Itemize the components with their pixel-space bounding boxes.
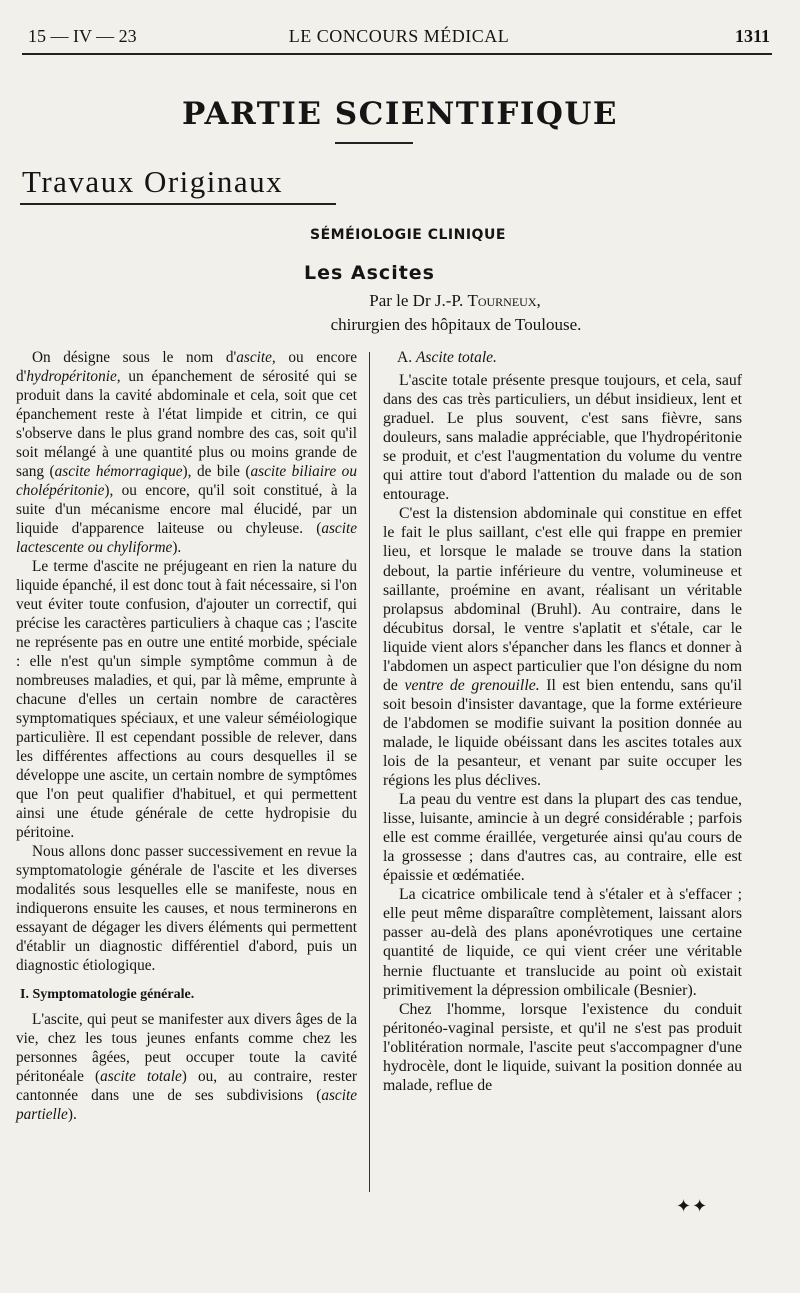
article-kicker: SÉMÉIOLOGIE CLINIQUE <box>310 227 506 243</box>
article-title: Les Ascites <box>304 262 435 284</box>
rubric-title: Travaux Originaux <box>22 164 284 199</box>
paragraph: L'ascite, qui peut se manifester aux divers âges de la vie, chez les tous jeunes enfants comme chez les personnes âgées, peut occuper toute la cavité péritonéale (ascite totale) ou, au contraire, rester cantonnée dans une de ses subdivisions (ascite partielle). <box>16 1011 357 1123</box>
author-name: Tourneux, <box>467 291 541 310</box>
section-title: PARTIE SCIENTIFIQUE <box>181 96 619 132</box>
paragraph: La peau du ventre est dans la plupart des cas tendue, lisse, luisante, amincie à un degré considérable ; parfois elle est comme éraillée, vergeturée ainsi qu'au cours de la grossesse ; dans d'autres cas, au contraire, elle est épaissie et œdématiée. <box>383 791 742 885</box>
running-header <box>28 24 770 50</box>
byline-prefix: Par le Dr J.-P. <box>369 291 464 310</box>
paragraph: Le terme d'ascite ne préjugeant en rien la nature du liquide épanché, il est donc tout à fait nécessaire, si l'on veut éviter toute confusion, d'ajouter un correctif, qui précise les caractères particuliers à chaque cas ; l'ascite ne représente pas en outre une entité morbide, spéciale : elle n'est qu'un simple symptôme commun à de nombreuses maladies, et qui, par là même, emprunte à chacune d'elles un certain nombre de caractères symptomatiques spéciaux, et une valeur séméiologique particulière. Il est cependant possible de relever, dans les différentes affections au cours desquelles il se développe une ascite, un certain nombre de symptômes que l'on peut qualifier d'habituel, et qui permettent ainsi une étude générale de cette hydropisie du péritoine. <box>16 558 357 841</box>
rubric-rule <box>20 203 336 205</box>
paragraph: On désigne sous le nom d'ascite, ou encore d'hydropéritonie, un épanchement de sérosité qui se produit dans la cavité abdominale et cela, soit que cet épanchement reste à l'état limpide et citrin, ce qui s'observe dans le plus grand nombre des cas, soit qu'il soit mélangé à une quantité plus ou moins grande de sang (ascite hémorragique), de bile (ascite biliaire ou cholépéritonie), ou encore, qu'il soit constitué, à la suite d'un mécanisme encore mal élucidé, par un liquide d'apparence laiteuse ou chyleuse. (ascite lactescente ou chyliforme). <box>16 349 357 556</box>
paragraph: Nous allons donc passer successivement en revue la symptomatologie générale de l'ascite et les diverses modalités sous lesquelles elle se manifeste, nous en indiquerons ensuite les causes, et nous terminerons en essayant de dégager les divers éléments qui permettent d'établir un diagnostic différentiel d'abord, puis un diagnostic étiologique. <box>16 843 357 974</box>
page-number: 1311 <box>734 26 770 46</box>
author-affiliation: chirurgien des hôpitaux de Toulouse. <box>330 315 582 334</box>
paragraph: Chez l'homme, lorsque l'existence du conduit péritonéo-vaginal persiste, et qu'il ne s'est pas produit l'oblitération normale, l'ascite peut s'accompagner d'une hydrocèle, dont le liquide, suivant la position donnée au malade, reflue de <box>383 1000 742 1094</box>
paragraph: La cicatrice ombilicale tend à s'étaler et à s'effacer ; elle peut même disparaître complètement, laissant alors passer au-delà des plans aponévrotiques une certaine quantité de liquide, ce qui vient créer une véritable hernie fluctuante et translucide au point où existait primitivement la dépression ombilicale (Besnier). <box>383 886 742 999</box>
column-divider <box>369 352 370 1192</box>
section-rule <box>335 142 413 144</box>
continuation-ornament: ✦✦ <box>676 1196 709 1217</box>
paragraph: L'ascite totale présente presque toujours, et cela, sauf dans des cas très particuliers, un début insidieux, lent et graduel. Le plus souvent, c'est sans fièvre, sans douleurs, sans maladie appréciable, que l'hydropéritonie se produit, et c'est l'augmentation du volume du ventre qui attire tout d'abord l'attention du malade ou de son entourage. <box>383 372 742 504</box>
subsection-heading: A. Ascite totale. <box>397 349 497 366</box>
subsection-heading: I. Symptomatologie générale. <box>20 987 195 1002</box>
paragraph: C'est la distension abdominale qui constitue en effet le fait le plus saillant, c'est elle qui frappe en premier lieu, et lorsque le malade se trouve dans la station debout, la partie inférieure du ventre, volumineuse et saillante, proémine en avant, réalisant un véritable prolapsus abdominal (Bruhl). Au contraire, dans le décubitus dorsal, le ventre s'aplatit et s'étale, car le liquide vient alors s'épancher dans les flancs et donner à l'abdomen un aspect particulier que l'on désigne du nom de ventre de grenouille. Il est bien entendu, sans qu'il soit besoin d'insister davantage, que la forme extérieure de l'abdomen se modifie suivant la position donnée au malade, le liquide obéissant dans les ascites totales aux lois de la pesanteur, et venant par suite occuper les régions les plus déclives. <box>383 505 742 790</box>
issue-date: 15 — IV — 23 <box>28 26 137 46</box>
right-column <box>383 348 742 1095</box>
header-rule <box>22 53 772 55</box>
byline <box>0 291 800 311</box>
left-column <box>16 348 357 1124</box>
journal-name: LE CONCOURS MÉDICAL <box>288 26 510 46</box>
